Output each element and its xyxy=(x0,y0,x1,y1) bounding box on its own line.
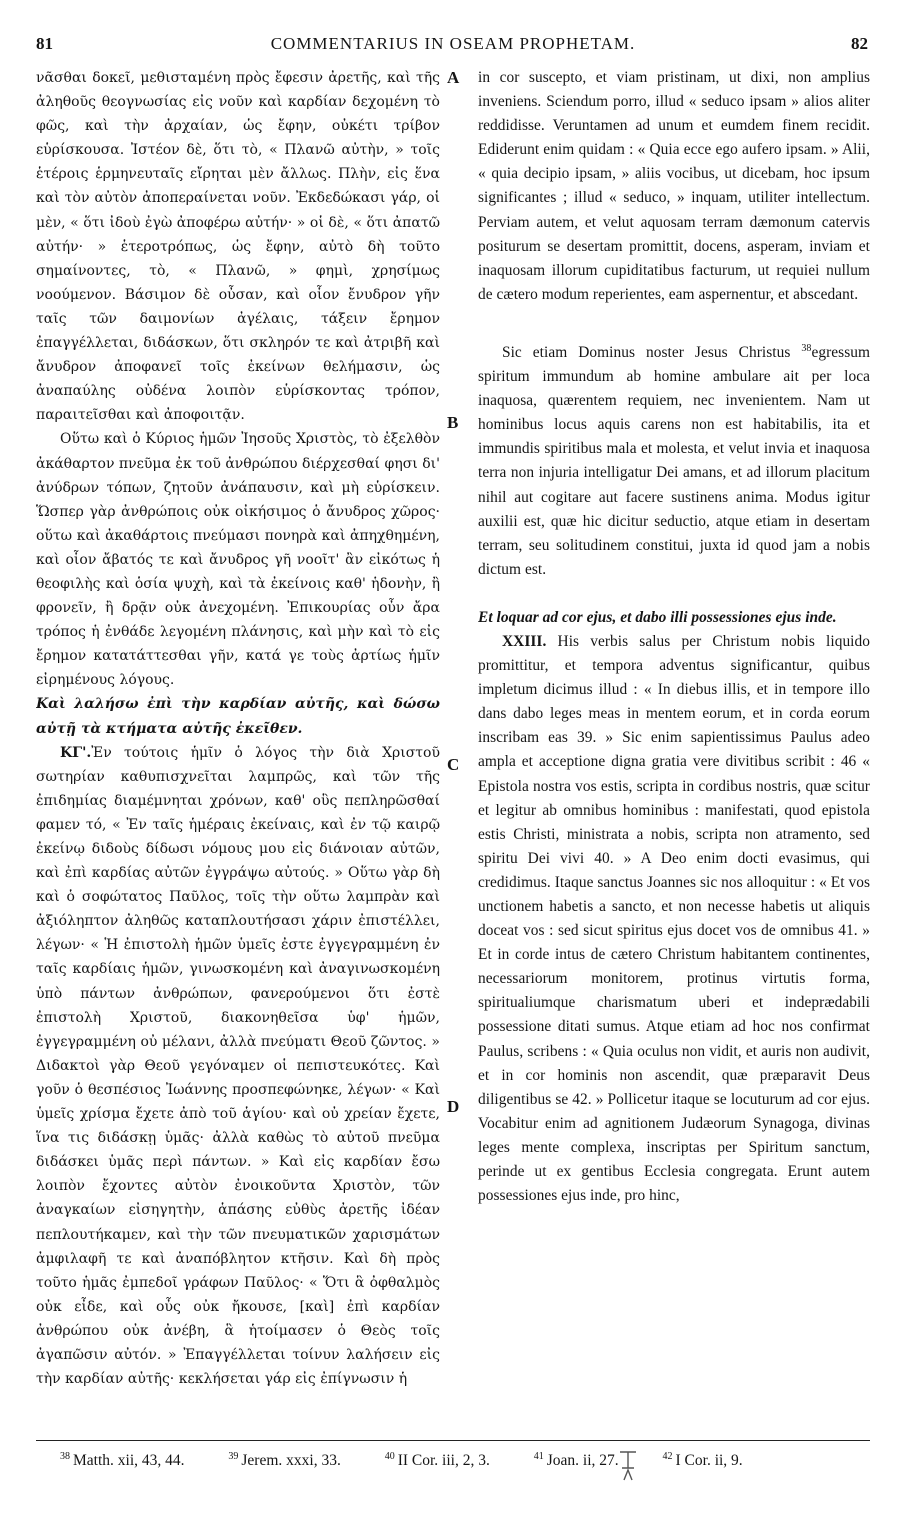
footnote-number: 39 xyxy=(228,1450,239,1462)
footnote-text: Joan. ii, 27. xyxy=(546,1452,619,1469)
footnote-item xyxy=(228,1452,340,1469)
margin-letter-a: A xyxy=(447,68,460,87)
latin-paragraph-2 xyxy=(478,341,870,582)
handwritten-mark-icon xyxy=(616,1448,640,1482)
footnote-text: I Cor. ii, 9. xyxy=(675,1452,743,1469)
greek-paragraph-3 xyxy=(36,741,440,1392)
greek-lemma: Καὶ λαλήσω ἐπὶ τὴν καρδίαν αὐτῆς, καὶ δώσω αὐτῇ τὰ κτήματα αὐτῆς ἐκεῖθεν. xyxy=(36,696,440,737)
footnote-text: Matth. xii, 43, 44. xyxy=(73,1452,185,1469)
greek-paragraph-1: νᾶσθαι δοκεῖ, μεθισταμένη πρὸς ἔφεσιν ἀρετῆς, καὶ τῆς ἀληθοῦς θεογνωσίας εἰς νοῦν καὶ καρδίαν δεχομένη τὸ φῶς, καὶ τὴν ἀρχαίαν, ὡς ἔφην, οὐκέτι τρίβον εὑρίσκουσα. Ἰστέον δὲ, ὅτι τὸ, « Πλανῶ αὐτὴν, » τοῖς ἑτέροις ἑρμηνευταῖς εἴρηται μὲν ἄλλως. Πλὴν, εἰς ἕνα καὶ τὸν αὐτὸν ἀποπεραίνεται νοῦν. Ἐκδεδώκασι γάρ, οἱ μὲν, « ὅτι ἰδοὺ ἐγὼ ἀποφέρω αὐτήν· » οἱ δὲ, « ὅτι ἀπατῶ αὐτήν· » ἑτεροτρόπως, ὡς ἔφην, αὐτὸ δὴ τοῦτο σημαίνοντες, τὸ, « Πλανῶ, » φημὶ, χρησίμως νοούμενον. Βάσιμον δὲ οὖσαν, καὶ οἷον ἔνυδρον γῆν ταῖς τῶν δαιμονίων ἀγέλαις, τάξειν ἔρημον ἐπαγγέλλεται, διδάσκων, ὅτι σκληρόν τε καὶ ἀτριβῆ καὶ ἄνυδρον ἀποφανεῖ τοῖς ἐκείνων θελήμασιν, ὡς ἀναπαύλης οὐδένα λοιπὸν εὑρίσκοντας τρόπον, παραιτεῖσθαι καὶ ἀποφοιτᾷν. xyxy=(36,70,440,424)
margin-letter-c: C xyxy=(447,755,460,774)
footnote-text: Jerem. xxxi, 33. xyxy=(241,1452,341,1469)
footnote-number: 42 xyxy=(662,1450,673,1462)
margin-letter-b: B xyxy=(447,413,459,432)
greek-section-number: ΚΓ'. xyxy=(60,744,92,761)
greek-paragraph-2: Οὕτω καὶ ὁ Κύριος ἡμῶν Ἰησοῦς Χριστὸς, τὸ ἐξελθὸν ἀκάθαρτον πνεῦμα ἐκ τοῦ ἀνθρώπου διέρχεσθαί φησι δι' ἀνύδρων τόπων, ζητοῦν ἀνάπαυσιν, καὶ μὴ εὑρίσκειν. Ὥσπερ γὰρ ἀνθρώποις οὐκ οἰκήσιμος ὁ ἄνυδρος χῶρος· οὕτω καὶ ἀκαθάρτοις πνεύμασι πονηρὰ καὶ ἀπηχθημένη, καὶ οἷον ἄβατός τε καὶ ἄνυδρος γῆ νοοῖτ' ἂν εἰκότως ἡ θεοφιλὴς καὶ ὁσία ψυχὴ, καὶ τὰ ἐκείνοις καθ' ἡδονὴν, ἢ φρονεῖν, ἢ δρᾷν οὐκ ἀνεχομένη. Ἐπικουρίας οὖν ἄρα τρόπος ἡ ἐνθάδε λεγομένη πλάνησις, καὶ μὴν καὶ τὸ εἰς ἔρημον κατατάττεσθαι γῆν, κατά γε τοὺς ἀρτίως ἡμῖν εἰρημένους λόγους. xyxy=(36,431,440,689)
running-title: COMMENTARIUS IN OSEAM PROPHETAM. xyxy=(270,34,636,53)
margin-letter-d: D xyxy=(447,1097,460,1116)
latin-section-number: XXIII. xyxy=(502,632,547,650)
footnote-number: 41 xyxy=(533,1450,544,1462)
footnote-number: 40 xyxy=(384,1450,395,1462)
footnotes xyxy=(60,1450,880,1472)
footnote-number: 38 xyxy=(60,1450,70,1462)
footnote-item xyxy=(60,1452,185,1469)
spacer xyxy=(478,307,870,341)
running-head xyxy=(0,34,906,56)
footnote-item xyxy=(385,1452,490,1469)
page-number-left: 81 xyxy=(36,34,53,53)
latin-paragraph-3-text: His verbis salus per Christum nobis liquido promittitur, et tempora adventus significantur, quibus impletum dicimus illud : « In diebus illis, et in tempore illo dans dabo leges meas in mentem eorum, et in corda eorum inscribam eas 39. » Sic enim sapientissimus Paulus adeo ampla et acceptione digna gratia vere divitibus scribit : 46 « Epistola nostra vos estis, scripta in cordibus nostris, quæ scitur et legitur ab omnibus hominibus : manifestati, quod epistola estis Christi, ministrata a nobis, scripta non atramento, sed spiritu Dei vivi 40. » A Deo enim docti evasimus, qui credidimus. Itaque sanctus Joannes sic nos alloquitur : « Et vos unctionem habetis a sancto, et non necesse habetis ut aliquis doceat vos : sed sicut spiritus ejus docet vos de omnibus 41. » Et in corde intus de cætero Christum habitantem continentes, necessariorum monitorem, protinus virtutis forma, spiritualiumque charismatum uberi et indeprædabili possessione ditati sumus. Atque etiam ad hoc nos confirmat Paulus, scribens : « Quia oculus non vidit, et auris non audivit, et in cor hominis non ascendit, quæ præparavit Deus diligentibus se 42. » Pollicetur itaque se locuturum ad cor ejus. Vocabitur enim ad agnitionem Judæorum Synagoga, divinas leges mente complexa, inscriptas per Spiritum sanctum, perinde ut ex gentibus Ecclesia congregata. Erunt autem possessiones ejus inde, pro hinc, xyxy=(478,632,870,1205)
footnote-text: II Cor. iii, 2, 3. xyxy=(397,1452,490,1469)
spacer xyxy=(478,582,870,606)
footnote-item xyxy=(663,1452,743,1469)
footnote-item xyxy=(534,1452,619,1469)
page-number-right: 82 xyxy=(851,34,868,53)
latin-paragraph-2-rest: egressum spiritum immundum ab homine ambulare ait per loca inaquosa, quærentem requiem, nec invenientem. Nam ut hominibus locus aquis carens non est habitabilis, ita et immundis spiritibus mala et molesta, et velut invia et inaquosa terra non injuria intelligatur Dei amans, et ad illorum placitum nihil aut cogitare aut facere sustinens anima. Modus igitur auxilii est, quæ hic dicitur seductio, atque etiam in desertam terram, seu solitudinem constitui, juxta id quod jam a nobis dictum est. xyxy=(478,343,870,578)
greek-column xyxy=(36,66,440,1436)
latin-paragraph-2-start: Sic etiam Dominus noster Jesus Christus xyxy=(502,343,791,361)
latin-paragraph-3 xyxy=(478,630,870,1208)
latin-paragraph-1: in cor suscepto, et viam pristinam, ut dixi, non amplius inveniens. Sciendum porro, illud « seduco ipsam » alios aliter reddidisse. Veruntamen ad unum et eumdem finem recidit. Ediderunt enim quidam : « Quia ecce ego aufero ipsam. » Alii, « quia decipio ipsam, » aliis vocibus, ut dicebam, hoc ipsum significantes ; illud « seduco, » inquam, utiliter intellectum. Perviam autem, et velut aquosam terram dæmonum catervis positurum se desertam promittit, docens, asperam, inviam et inaquosam illorum cupiditatibus facturum, ut requiei nullum de cætero modum reperientes, eam aspernentur, et abscedant. xyxy=(478,69,870,303)
footnote-rule xyxy=(36,1440,870,1441)
latin-lemma: Et loquar ad cor ejus, et dabo illi possessiones ejus inde. xyxy=(478,608,837,626)
greek-paragraph-3-text: Ἐν τούτοις ἡμῖν ὁ λόγος τὴν διὰ Χριστοῦ σωτηρίαν καθυπισχνεῖται λαμπρῶς, καὶ τῶν τῆς ἐπιδημίας διαμέμνηται χρόνων, καθ' οὓς πεπληρῶσθαί φαμεν τό, « Ἐν ταῖς ἡμέραις ἐκείναις, καὶ ἐν τῷ καιρῷ ἐκείνῳ διδοὺς δίδωσι νόμους μου εἰς διάνοιαν αὐτῶν, καὶ ἐπὶ καρδίας αὐτῶν ἐγγράψω αὐτούς. » Οὕτω γὰρ δὴ καὶ ὁ σοφώτατος Παῦλος, τοῖς τὴν οὕτω λαμπρὰν καὶ ἀξιόληπτον ἀληθῶς καταπλουτήσασι χάριν ἐπιστέλλει, λέγων· « Ἡ ἐπιστολὴ ἡμῶν ὑμεῖς ἐστε ἐγγεγραμμένη ἐν ταῖς καρδίαις ἡμῶν, γινωσκομένη καὶ ἀναγινωσκομένη ὑπὸ πάντων ἀνθρώπων, φανερούμενοι ὅτι ἐστὲ ἐπιστολὴ Χριστοῦ, διακονηθεῖσα ὑφ' ἡμῶν, ἐγγεγραμμένη οὐ μέλανι, ἀλλὰ πνεύματι Θεοῦ ζῶντος. » Διδακτοὶ γὰρ Θεοῦ γεγόναμεν οἱ πεπιστευκότες. Καὶ γοῦν ὁ θεσπέσιος Ἰωάννης προσπεφώνηκε, λέγων· « Καὶ ὑμεῖς χρίσμα ἔχετε ἀπὸ τοῦ ἁγίου· καὶ οὐ χρείαν ἔχετε, ἵνα τις διδάσκῃ ὑμᾶς· ἀλλὰ καθὼς τὸ αὐτοῦ πνεῦμα διδάσκει ὑμᾶς περὶ πάντων. » Καὶ εἰς καρδίαν ἔσω λοιπὸν ἔχοντες αὐτὸν ἐνοικοῦντα Χριστὸν, τῶν ἀναγκαίων εἰσηγητὴν, ἁπάσης εὐθὺς ἀρετῆς ἰδέαν πεπλουτήκαμεν, καὶ τὴν τῶν πνευματικῶν χαρισμάτων ἀμφιλαφῆ τε καὶ ἀναπόβλητον κτῆσιν. Καὶ δὴ πρὸς τοῦτο ἡμᾶς ἐμπεδοῖ γράφων Παῦλος· « Ὅτι ἃ ὀφθαλμὸς οὐκ εἶδε, καὶ οὖς οὐκ ἤκουσε, [καὶ] ἐπὶ καρδίαν ἀνθρώπου οὐκ ἀνέβη, ἃ ἡτοίμασεν ὁ Θεὸς τοῖς ἀγαπῶσιν αὐτόν. » Ἐπαγγέλλεται τοίνυν λαλήσειν εἰς τὴν καρδίαν αὐτῆς· κεκλήσεται γάρ εἰς ἐπίγνωσιν ἡ xyxy=(36,744,440,1388)
latin-column xyxy=(478,66,870,1436)
footnote-mark: 38 xyxy=(801,342,812,354)
